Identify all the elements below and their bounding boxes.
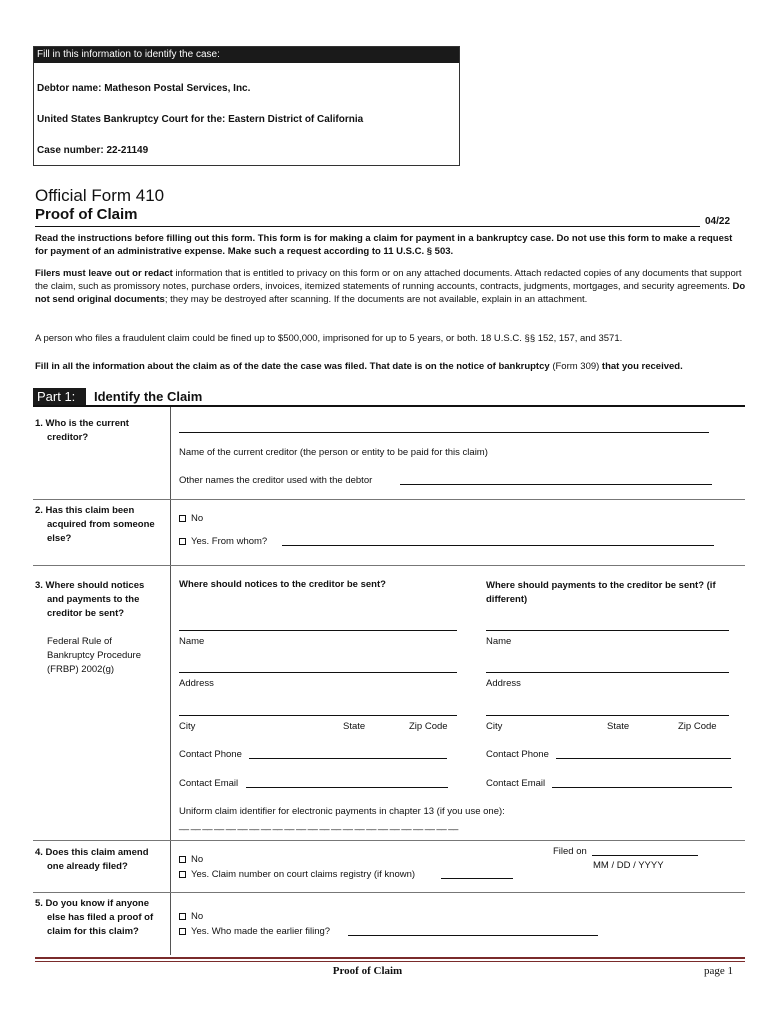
payment-email-label: Contact Email xyxy=(486,778,546,789)
case-number: Case number: 22-21149 xyxy=(37,145,149,156)
question-3-label xyxy=(35,579,167,621)
payment-phone-label: Contact Phone xyxy=(486,749,549,760)
fill-info-paragraph xyxy=(35,360,747,373)
notice-phone-field[interactable] xyxy=(249,758,447,759)
q2-yes-option[interactable] xyxy=(179,536,267,547)
notice-address-label: Address xyxy=(179,678,214,689)
question-4-label xyxy=(35,846,167,874)
notice-email-field[interactable] xyxy=(246,787,448,788)
filed-on-field[interactable] xyxy=(592,855,698,856)
question-4-line-1: 4. Does this claim amend xyxy=(35,847,149,858)
q2-yes-label: Yes. From whom? xyxy=(191,536,268,547)
notice-name-field[interactable] xyxy=(179,630,457,631)
payment-state-label: State xyxy=(607,721,630,732)
date-format-hint: MM / DD / YYYY xyxy=(593,860,664,871)
form-title: Proof of Claim xyxy=(35,206,138,223)
question-1-line-1: 1. Who is the current xyxy=(35,418,129,429)
case-info-header: Fill in this information to identify the case: xyxy=(34,47,459,63)
q5-yes-option[interactable] xyxy=(179,926,330,937)
question-2-line-1: 2. Has this claim been xyxy=(35,505,135,516)
fraud-warning: A person who files a fraudulent claim could be fined up to $500,000, imprisoned for up to 5 years, or both. 18 U.S.C. §§ 152, 157, and 3571. xyxy=(35,333,623,344)
payments-heading-line-2: different) xyxy=(486,594,528,605)
other-names-label: Other names the creditor used with the debtor xyxy=(179,475,373,486)
checkbox-icon[interactable] xyxy=(179,871,186,878)
question-1-line-2: creditor? xyxy=(47,432,89,443)
footer-rule xyxy=(35,961,745,962)
redaction-text-1: information that is entitled to privacy on this form or on any attached documents. Attach redacted copies of any documents that support the claim, such as promissory notes, purchase orders, invoices, itemized statements of running accounts, contracts, judgments, mortgages, and security agreements. xyxy=(35,268,742,292)
court-name: United States Bankruptcy Court for the: Eastern District of California xyxy=(37,114,364,125)
redaction-warning: Do not send original documents xyxy=(35,281,746,305)
question-5-label xyxy=(35,897,167,939)
notice-city-label: City xyxy=(179,721,196,732)
question-1-label xyxy=(35,417,167,445)
claim-number-field[interactable] xyxy=(441,878,513,879)
payment-address-label: Address xyxy=(486,678,521,689)
fill-info-text: Fill in all the information about the claim as of the date the case was filed. That date is on the notice of bankruptcy xyxy=(35,361,553,372)
instructions-paragraph: Read the instructions before filling out this form. This form is for making a claim for payment in a bankruptcy case. Do not use this form to make a request for payment of an administrative expense. Make such a request according to 11 U.S.C. § 503. xyxy=(35,233,733,257)
creditor-name-caption: Name of the current creditor (the person or entity to be paid for this claim) xyxy=(179,447,488,458)
checkbox-icon[interactable] xyxy=(179,913,186,920)
q4-no-label: No xyxy=(191,854,204,865)
redaction-lead: Filers must leave out or redact xyxy=(35,268,173,279)
checkbox-icon[interactable] xyxy=(179,515,186,522)
question-3-line-3: creditor be sent? xyxy=(47,608,125,619)
payment-name-label: Name xyxy=(486,636,512,647)
q2-no-label: No xyxy=(191,513,204,524)
question-5-line-3: claim for this claim? xyxy=(47,926,139,937)
question-2-line-2: acquired from someone xyxy=(47,519,155,530)
payment-email-field[interactable] xyxy=(552,787,732,788)
q4-yes-label: Yes. Claim number on court claims registry (if known) xyxy=(191,869,416,880)
notices-heading: Where should notices to the creditor be sent? xyxy=(179,579,386,590)
form-number: Official Form 410 xyxy=(35,186,165,205)
section-divider xyxy=(33,892,745,893)
filed-on-label: Filed on xyxy=(553,846,587,857)
payments-heading-line-1: Where should payments to the creditor be sent? (if xyxy=(486,580,716,591)
frbp-reference xyxy=(47,635,167,677)
q5-yes-label: Yes. Who made the earlier filing? xyxy=(191,926,331,937)
q4-yes-option[interactable] xyxy=(179,869,415,880)
section-divider xyxy=(33,499,745,500)
question-3-line-2: and payments to the xyxy=(47,594,140,605)
question-4-line-2: one already filed? xyxy=(47,861,128,872)
frbp-line-3: (FRBP) 2002(g) xyxy=(47,664,115,675)
question-3-line-1: 3. Where should notices xyxy=(35,580,145,591)
title-divider xyxy=(35,226,700,227)
footer-title: Proof of Claim xyxy=(332,965,403,977)
question-5-line-2: else has filed a proof of xyxy=(47,912,154,923)
payment-phone-field[interactable] xyxy=(556,758,731,759)
redaction-paragraph xyxy=(35,267,747,306)
notice-address-field[interactable] xyxy=(179,672,457,673)
part-badge: Part 1: xyxy=(33,388,86,405)
frbp-line-1: Federal Rule of xyxy=(47,636,112,647)
creditor-name-field[interactable] xyxy=(179,432,709,433)
payment-city-field[interactable] xyxy=(486,715,729,716)
part-title: Identify the Claim xyxy=(94,389,203,404)
payments-heading xyxy=(486,579,716,607)
frbp-line-2: Bankruptcy Procedure xyxy=(47,650,141,661)
debtor-name: Debtor name: Matheson Postal Services, Inc. xyxy=(37,83,251,94)
redaction-text-2: ; they may be destroyed after scanning. If the documents are not available, explain in an attachment. xyxy=(164,294,588,305)
checkbox-icon[interactable] xyxy=(179,856,186,863)
payment-name-field[interactable] xyxy=(486,630,729,631)
acquired-from-field[interactable] xyxy=(282,545,714,546)
q5-no-option[interactable] xyxy=(179,911,203,922)
notice-email-label: Contact Email xyxy=(179,778,239,789)
case-info-box xyxy=(33,46,460,166)
notice-zip-label: Zip Code xyxy=(409,721,448,732)
earlier-filer-field[interactable] xyxy=(348,935,598,936)
payment-city-label: City xyxy=(486,721,503,732)
payment-zip-label: Zip Code xyxy=(678,721,717,732)
q2-no-option[interactable] xyxy=(179,513,203,524)
uci-label: Uniform claim identifier for electronic payments in chapter 13 (if you use one): xyxy=(179,806,505,817)
other-names-field[interactable] xyxy=(400,484,712,485)
part-divider xyxy=(33,405,745,407)
q4-no-option[interactable] xyxy=(179,854,203,865)
fill-info-tail: that you received. xyxy=(599,361,683,372)
notice-city-field[interactable] xyxy=(179,715,457,716)
notice-state-label: State xyxy=(343,721,366,732)
form-309-ref: (Form 309) xyxy=(552,361,600,372)
uci-field[interactable]: __ __ __ __ __ __ __ __ __ __ __ __ __ __ __ __ __ __ __ __ __ __ __ __ xyxy=(179,820,458,831)
checkbox-icon[interactable] xyxy=(179,928,186,935)
q5-no-label: No xyxy=(191,911,204,922)
question-2-label xyxy=(35,504,167,546)
notice-phone-label: Contact Phone xyxy=(179,749,242,760)
page-number: page 1 xyxy=(704,965,734,977)
section-divider xyxy=(33,565,745,566)
form-revision-date: 04/22 xyxy=(705,216,731,227)
question-2-line-3: else? xyxy=(47,533,72,544)
question-5-line-1: 5. Do you know if anyone xyxy=(35,898,150,909)
footer-rule xyxy=(35,957,745,959)
notice-name-label: Name xyxy=(179,636,205,647)
payment-address-field[interactable] xyxy=(486,672,729,673)
section-divider xyxy=(33,840,745,841)
checkbox-icon[interactable] xyxy=(179,538,186,545)
question-column-divider xyxy=(170,407,171,955)
